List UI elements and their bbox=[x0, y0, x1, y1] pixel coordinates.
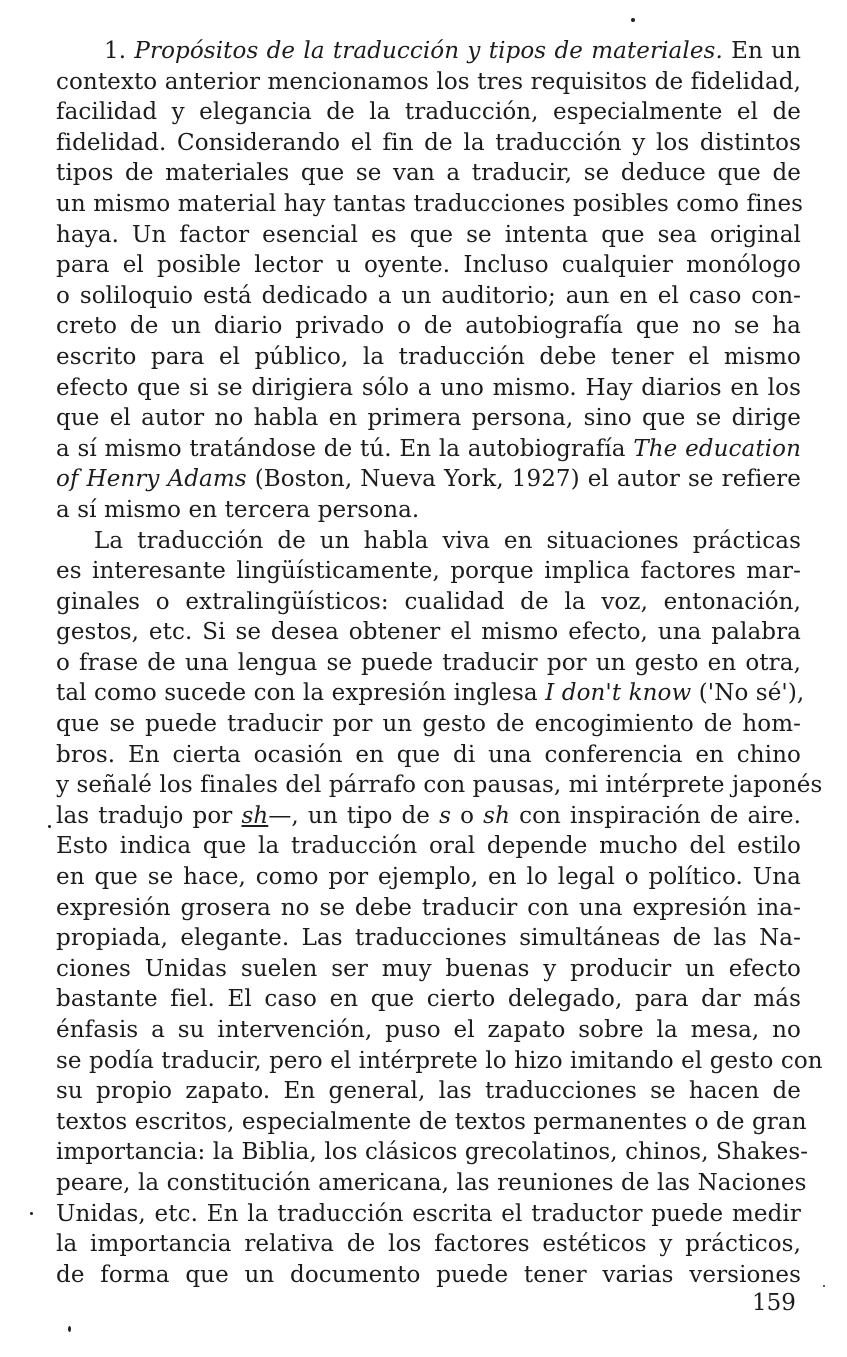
text-line: es interesante lingüísticamente, porque implica factores mar- bbox=[56, 558, 801, 585]
scan-speck bbox=[48, 825, 51, 828]
text-line: propiada, elegante. Las traducciones simultáneas de las Na- bbox=[56, 925, 801, 952]
text-line: a sí mismo en tercera persona. bbox=[56, 496, 420, 523]
text-line: tipos de materiales que se van a traducir, se deduce que de bbox=[56, 160, 801, 187]
text-line: o soliloquio está dedicado a un auditorio; aun en el caso con- bbox=[56, 282, 801, 309]
scan-speck bbox=[30, 1212, 33, 1215]
text-line: su propio zapato. En general, las traducciones se hacen de bbox=[56, 1078, 801, 1105]
text-line: o frase de una lengua se puede traducir por un gesto en otra, bbox=[56, 649, 801, 676]
text-segment: (Boston, Nueva York, 1927) el autor se refiere bbox=[254, 466, 801, 493]
text-line: textos escritos, especialmente de textos permanentes o de gran bbox=[56, 1108, 807, 1135]
text-line: se podía traducir, pero el intérprete lo hizo imitando el gesto con bbox=[56, 1047, 823, 1074]
text-line: creto de un diario privado o de autobiografía que no se ha bbox=[56, 313, 801, 340]
text-line-mixed bbox=[56, 464, 801, 495]
text-segment: con inspiración de aire. bbox=[519, 802, 801, 829]
text-segment: a sí mismo tratándose de tú. En la autobiografía bbox=[56, 435, 626, 462]
text-line: un mismo material hay tantas traducciones posibles como fines bbox=[56, 190, 804, 217]
text-line-mixed bbox=[56, 678, 805, 709]
text-line: ginales o extralingüísticos: cualidad de la voz, entonación, bbox=[56, 588, 801, 615]
text-line: gestos, etc. Si se desea obtener el mismo efecto, una palabra bbox=[56, 619, 801, 646]
text-line: efecto que si se dirigiera sólo a uno mismo. Hay diarios en los bbox=[56, 374, 801, 401]
sound-symbol: sh bbox=[483, 802, 510, 829]
text-line: En un bbox=[731, 38, 801, 64]
text-line: la importancia relativa de los factores estéticos y prácticos, bbox=[56, 1231, 801, 1258]
text-line: bros. En cierta ocasión en que di una conferencia en chino bbox=[56, 741, 801, 768]
sound-symbol: s bbox=[439, 802, 452, 829]
text-line: que se puede traducir por un gesto de encogimiento de hom- bbox=[56, 711, 801, 738]
book-title-part: The education bbox=[633, 435, 801, 462]
text-line: facilidad y elegancia de la traducción, especialmente el de bbox=[56, 99, 801, 126]
text-segment: —, un tipo de bbox=[268, 802, 431, 829]
text-line: en que se hace, como por ejemplo, en lo legal o político. Una bbox=[56, 864, 801, 891]
scan-speck bbox=[68, 1326, 71, 1332]
scan-speck bbox=[823, 1285, 825, 1287]
paragraph-start-line: La traducción de un habla viva en situaciones prácticas bbox=[94, 527, 801, 554]
text-line-mixed bbox=[56, 801, 801, 832]
text-segment: ('No sé'), bbox=[698, 680, 805, 707]
text-line: Unidas, etc. En la traducción escrita el traductor puede medir bbox=[56, 1200, 801, 1227]
section-title: Propósitos de la traducción y tipos de materiales. bbox=[134, 38, 723, 64]
page-text-block bbox=[56, 36, 823, 1290]
heading-line bbox=[56, 36, 801, 67]
text-line: fidelidad. Considerando el fin de la traducción y los distintos bbox=[56, 129, 801, 156]
text-line: escrito para el público, la traducción debe tener el mismo bbox=[56, 343, 801, 370]
section-number: 1. bbox=[104, 38, 127, 64]
text-line: para el posible lector u oyente. Incluso cualquier monólogo bbox=[56, 252, 801, 279]
text-segment: o bbox=[460, 802, 475, 829]
scan-speck bbox=[631, 18, 635, 22]
text-line: importancia: la Biblia, los clásicos grecolatinos, chinos, Shakes- bbox=[56, 1139, 809, 1166]
sound-symbol: sh bbox=[241, 802, 269, 829]
text-segment: tal como sucede con la expresión inglesa bbox=[56, 680, 538, 707]
text-line: haya. Un factor esencial es que se intenta que sea original bbox=[56, 221, 801, 248]
text-line: peare, la constitución americana, las reuniones de las Naciones bbox=[56, 1169, 807, 1196]
text-line: Esto indica que la traducción oral depende mucho del estilo bbox=[56, 833, 801, 860]
text-segment: las tradujo por bbox=[56, 802, 233, 829]
page-number: 159 bbox=[752, 1290, 796, 1316]
text-line: y señalé los finales del párrafo con pausas, mi intérprete japonés bbox=[56, 772, 823, 799]
text-line: contexto anterior mencionamos los tres requisitos de fidelidad, bbox=[56, 68, 801, 95]
text-line-mixed bbox=[56, 434, 801, 465]
text-line: bastante fiel. El caso en que cierto delegado, para dar más bbox=[56, 986, 801, 1013]
text-line: ciones Unidas suelen ser muy buenas y producir un efecto bbox=[56, 955, 801, 982]
text-line: de forma que un documento puede tener varias versiones bbox=[56, 1261, 801, 1288]
text-line: énfasis a su intervención, puso el zapato sobre la mesa, no bbox=[56, 1017, 801, 1043]
text-line: expresión grosera no se debe traducir con una expresión ina- bbox=[56, 894, 801, 921]
english-phrase: I don't know bbox=[545, 680, 692, 707]
book-title-part: of Henry Adams bbox=[56, 466, 247, 493]
text-line: que el autor no habla en primera persona, sino que se dirige bbox=[56, 405, 801, 432]
